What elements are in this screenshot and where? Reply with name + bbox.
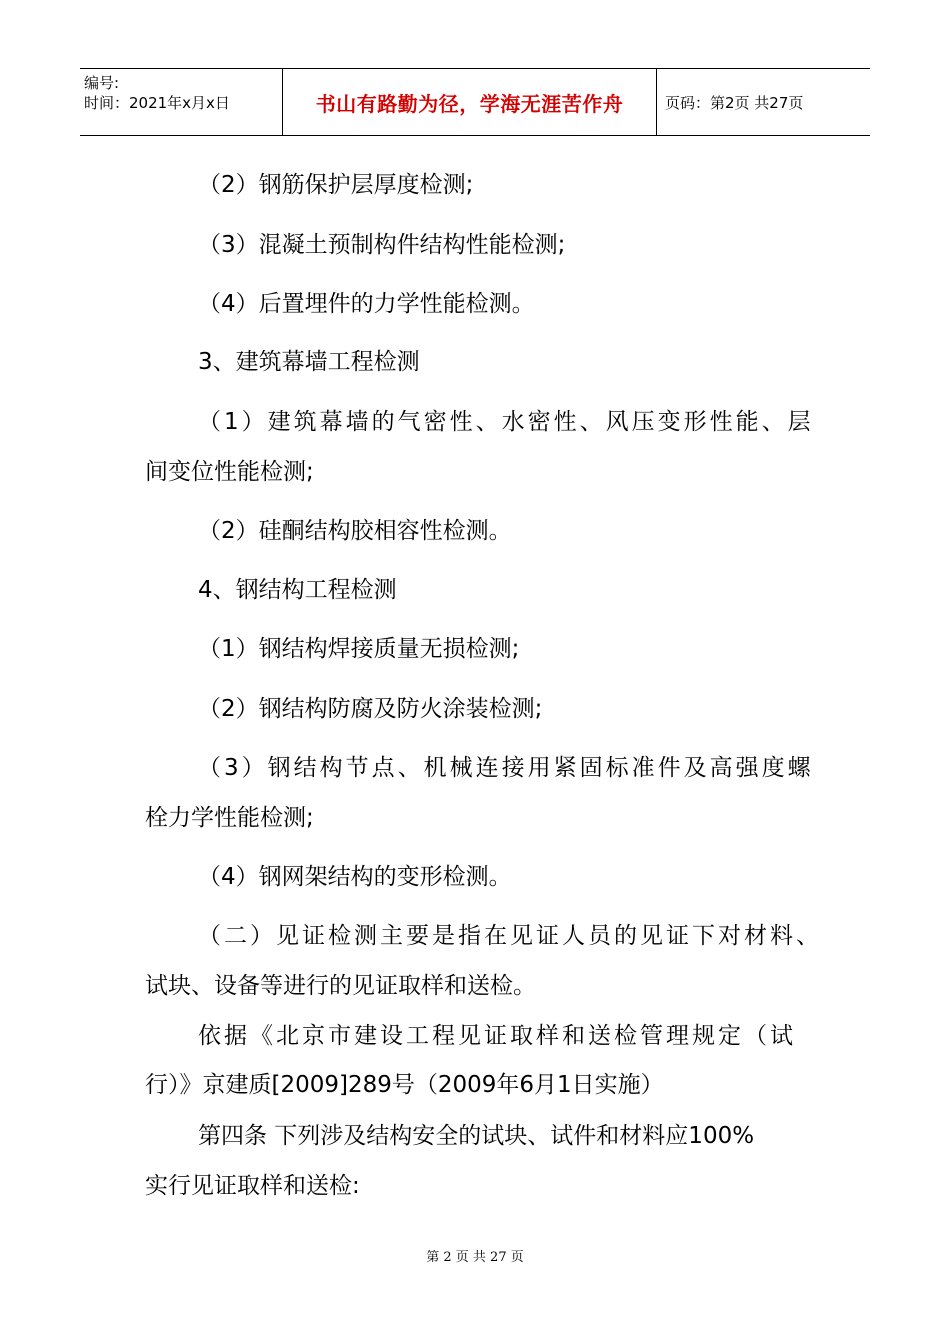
text-line: 间变位性能检测; bbox=[145, 459, 314, 485]
text-line: （4）钢网架结构的变形检测。 bbox=[198, 864, 512, 890]
section-heading: 4、钢结构工程检测 bbox=[198, 577, 397, 603]
text-line: 依据《北京市建设工程见证取样和送检管理规定（试 bbox=[198, 1023, 796, 1049]
document-date: 时间：2021年x月x日 bbox=[84, 94, 230, 112]
text-line: （1）钢结构焊接质量无损检测; bbox=[198, 636, 520, 662]
text-line: 行）》京建质[2009]289号（2009年6月1日实施） bbox=[145, 1072, 664, 1098]
text-line: （2）钢筋保护层厚度检测; bbox=[198, 172, 474, 198]
text-line: （2）硅酮结构胶相容性检测。 bbox=[198, 518, 512, 544]
text-line: （4）后置埋件的力学性能检测。 bbox=[198, 291, 535, 317]
text-line: 实行见证取样和送检: bbox=[145, 1173, 360, 1199]
text-line: （3）钢结构节点、机械连接用紧固标准件及高强度螺 bbox=[198, 755, 814, 781]
header-page-info: 页码：第2页 共27页 bbox=[665, 93, 804, 112]
text-line: （二）见证检测主要是指在见证人员的见证下对材料、 bbox=[198, 923, 822, 949]
header-meta bbox=[80, 69, 282, 135]
text-line: 栓力学性能检测; bbox=[145, 805, 314, 831]
page-header bbox=[80, 68, 870, 136]
document-number-label: 编号: bbox=[84, 74, 120, 92]
text-line: （3）混凝土预制构件结构性能检测; bbox=[198, 232, 566, 258]
header-motto: 书山有路勤为径，学海无涯苦作舟 bbox=[282, 69, 657, 135]
text-line: 第四条 下列涉及结构安全的试块、试件和材料应100% bbox=[198, 1123, 755, 1149]
page-footer: 第 2 页 共 27 页 bbox=[426, 1250, 524, 1265]
text-line: （2）钢结构防腐及防火涂装检测; bbox=[198, 696, 543, 722]
text-line: （1）建筑幕墙的气密性、水密性、风压变形性能、层 bbox=[198, 409, 814, 435]
text-line: 试块、设备等进行的见证取样和送检。 bbox=[145, 973, 536, 999]
section-heading: 3、建筑幕墙工程检测 bbox=[198, 349, 420, 375]
